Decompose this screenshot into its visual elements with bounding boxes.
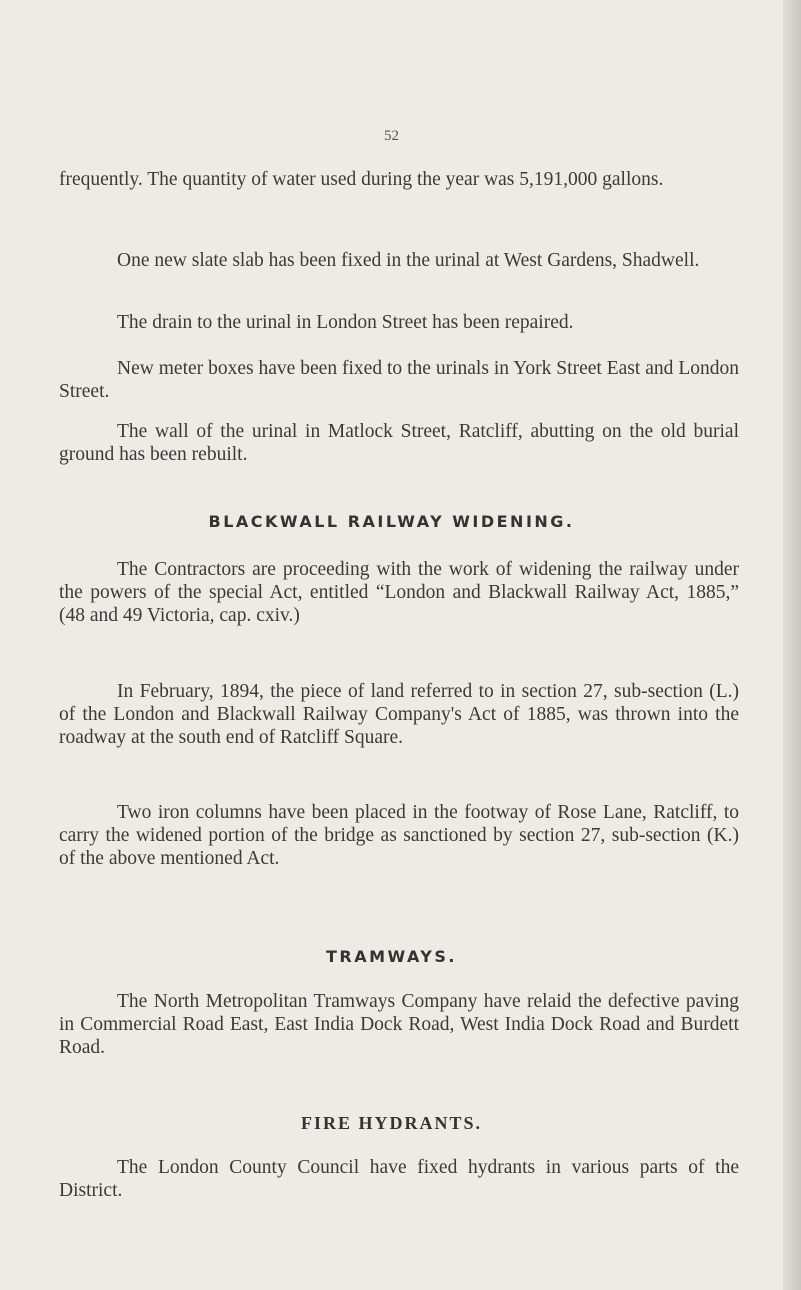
paragraph-slate-slab: One new slate slab has been fixed in the urinal at West Gardens, Shadwell. (117, 250, 700, 271)
heading-blackwall-railway: BLACKWALL RAILWAY WIDENING. (208, 512, 575, 531)
paragraph-water-quantity: frequently. The quantity of water used during the year was 5,191,000 gallons. (59, 169, 664, 190)
paragraph-drain-repair: The drain to the urinal in London Street has been repaired. (117, 312, 574, 333)
paragraph-urinal-wall: The wall of the urinal in Matlock Street, Ratcliff, abutting on the old burial ground has been rebuilt. (59, 421, 739, 465)
paragraph-tramways-paving: The North Metropolitan Tramways Company have relaid the defective paving in Commercial Road East, East India Dock Road, West India Dock Road and Burdett Road. (59, 991, 739, 1058)
page-edge (783, 0, 801, 1290)
heading-tramways: TRAMWAYS. (325, 947, 457, 966)
paragraph-iron-columns: Two iron columns have been placed in the footway of Rose Lane, Ratcliff, to carry the widened portion of the bridge as sanctioned by section 27, sub-section (K.) of the above mentioned Act. (59, 802, 739, 869)
heading-fire-hydrants: FIRE HYDRANTS. (300, 1113, 483, 1133)
paragraph-meter-boxes: New meter boxes have been fixed to the urinals in York Street East and London Street. (59, 358, 739, 402)
paragraph-contractors: The Contractors are proceeding with the work of widening the railway under the powers of the special Act, entitled “London and Blackwall Railway Act, 1885,” (48 and 49 Victoria, cap. cxiv.) (59, 559, 739, 626)
paragraph-february-1894: In February, 1894, the piece of land referred to in section 27, sub-section (L.) of the London and Blackwall Railway Company's Act of 1885, was thrown into the roadway at the south end of Ratcliff Square. (59, 681, 739, 748)
page-number: 52 (384, 128, 399, 144)
paragraph-hydrants: The London County Council have fixed hydrants in various parts of the District. (59, 1157, 739, 1201)
